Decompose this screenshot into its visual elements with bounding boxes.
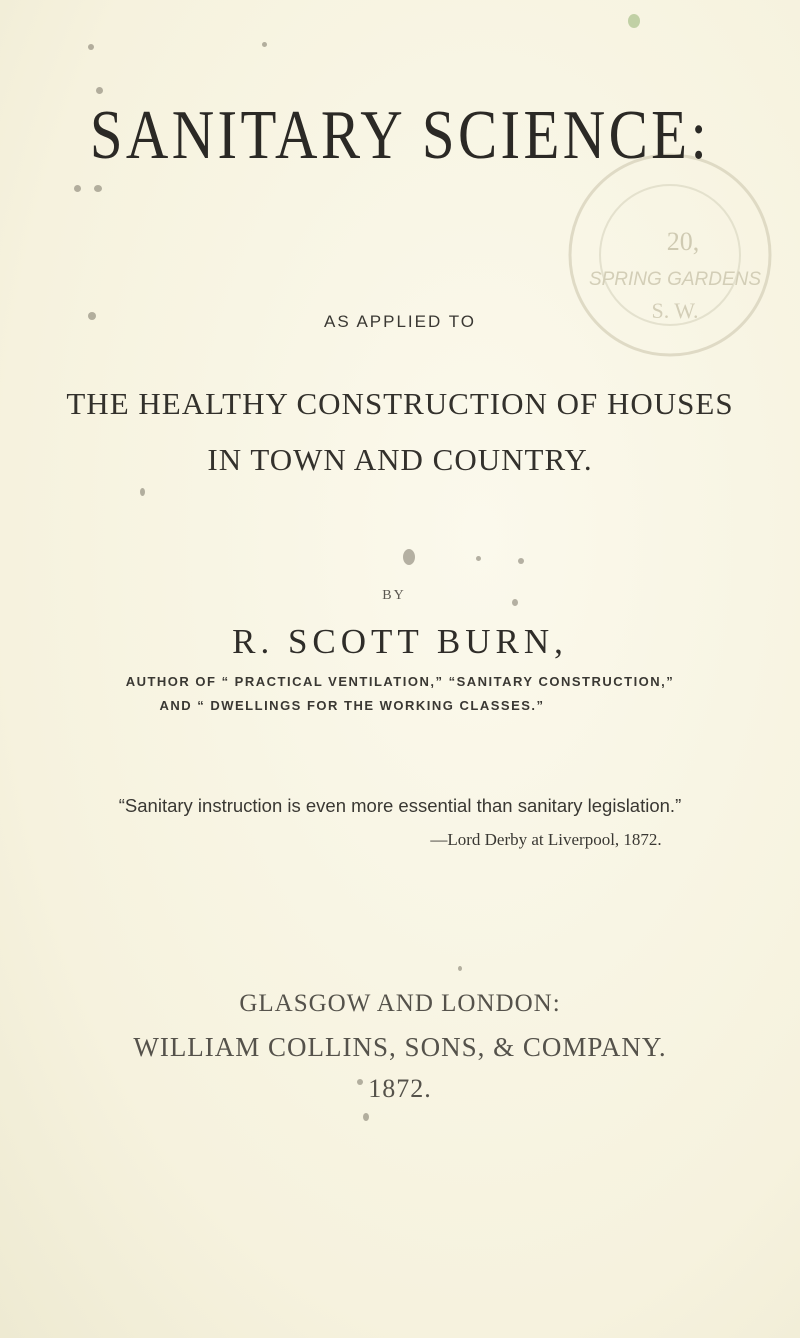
imprint-city: GLASGOW AND LONDON: [239,990,561,1017]
foxing-speck [518,558,524,564]
foxing-speck [363,1113,369,1121]
foxing-speck [74,185,81,192]
stamp-district: S. W. [651,298,699,323]
foxing-speck [94,185,102,192]
foxing-speck [88,44,94,50]
foxing-speck [140,488,145,496]
author-works-line-1: AUTHOR OF “ PRACTICAL VENTILATION,” “SANITARY CONSTRUCTION,” [125,674,675,689]
book-title: SANITARY SCIENCE: [89,97,711,174]
foxing-speck [628,14,640,28]
foxing-speck [458,966,462,971]
foxing-speck [262,42,267,47]
foxing-speck [96,87,103,94]
subtitle-line-2: IN TOWN AND COUNTRY. [207,442,593,477]
foxing-speck [476,556,481,561]
imprint-year: 1872. [368,1074,432,1103]
foxing-speck [403,549,415,565]
stamp-number: 20, [666,227,700,256]
stamp-address: SPRING GARDENS [588,269,762,290]
author-name: R. SCOTT BURN, [232,622,568,661]
subtitle-line-1: THE HEALTHY CONSTRUCTION OF HOUSES [66,386,734,421]
by-line: BY [382,588,406,603]
applied-to-line: AS APPLIED TO [324,312,476,331]
imprint-publisher: WILLIAM COLLINS, SONS, & COMPANY. [133,1032,667,1062]
epigraph-attribution: —Lord Derby at Liverpool, 1872. [430,830,662,849]
author-works-line-2: AND “ DWELLINGS FOR THE WORKING CLASSES.” [159,698,545,713]
epigraph-quote: “Sanitary instruction is even more essential than sanitary legislation.” [118,795,682,816]
